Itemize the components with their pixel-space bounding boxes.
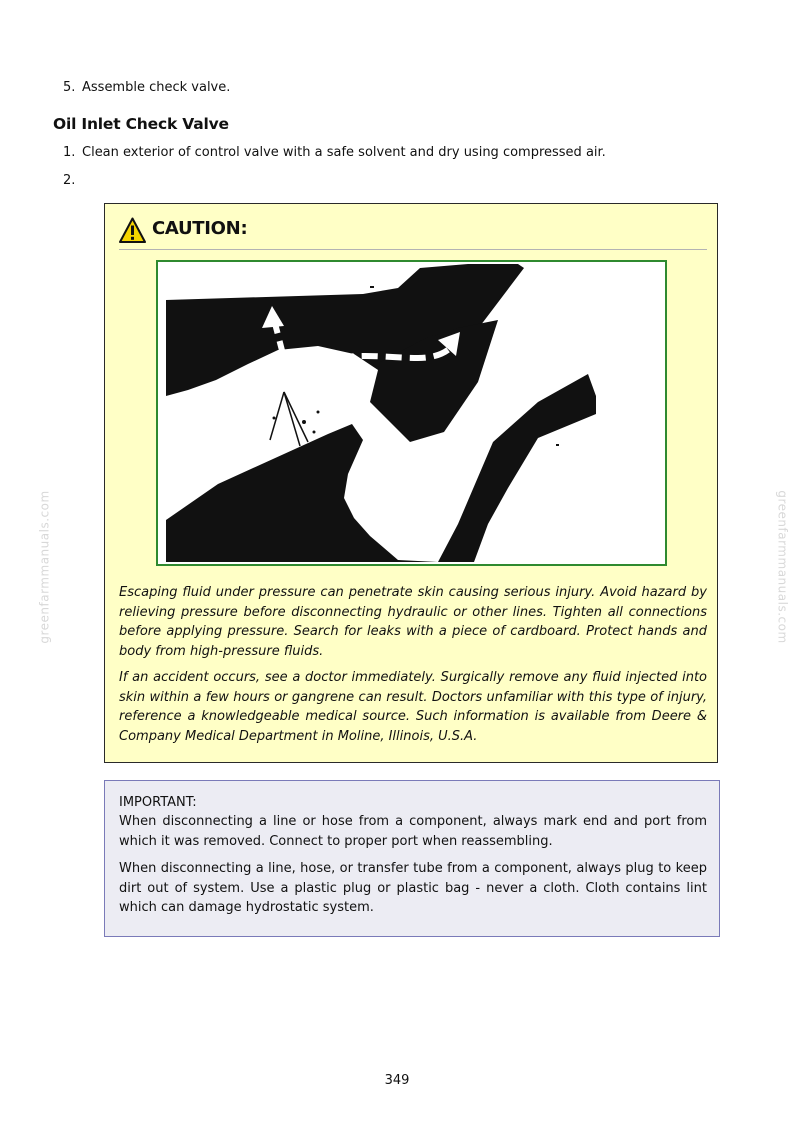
step-number: 2.: [63, 173, 76, 188]
important-box: [104, 780, 720, 937]
list-item-step-2: [63, 173, 82, 189]
section-title: Oil Inlet Check Valve: [53, 115, 229, 133]
important-paragraph-2: When disconnecting a line, hose, or transfer tube from a component, always plug to keep dirt out of system. Use a plastic plug or plastic bag - never a cloth. Cloth contains lint which can damage hydrostatic system.: [119, 861, 707, 915]
step-text: Assemble check valve.: [82, 80, 231, 95]
caution-paragraph-1: Escaping fluid under pressure can penetrate skin causing serious injury. Avoid hazard by relieving pressure before disconnecting hydraulic or other lines. Tighten all connections before applying pressure. Search for leaks with a piece of cardboard. Protect hands and body from high-pressure fluids.: [119, 585, 707, 659]
list-item-step-1: [63, 145, 606, 161]
step-text: Clean exterior of control valve with a safe solvent and dry using compressed air.: [82, 145, 606, 160]
hazard-illustration: [158, 262, 665, 564]
high-pressure-fluid-hazard-icon: [156, 260, 667, 566]
warning-triangle-icon: [119, 217, 146, 244]
watermark-left: greenfarmmanuals.com: [37, 490, 52, 644]
list-item-step-5: [63, 80, 230, 96]
page-number: 349: [384, 1073, 410, 1088]
caution-paragraph-2: If an accident occurs, see a doctor immediately. Surgically remove any fluid injected into skin within a few hours or gangrene can result. Doctors unfamiliar with this type of injury, reference a knowledgeable medical source. Such information is available from Deere & Company Medical Department in Moline, Illinois, U.S.A.: [119, 670, 707, 744]
watermark-right: greenfarmmanuals.com: [775, 490, 790, 644]
caution-title: CAUTION:: [152, 218, 248, 239]
step-number: 5.: [63, 80, 76, 95]
important-paragraph-1: When disconnecting a line or hose from a component, always mark end and port from which it was removed. Connect to proper port when reassembling.: [119, 814, 707, 849]
step-number: 1.: [63, 145, 76, 160]
caution-box: [104, 203, 718, 763]
caution-header: [119, 217, 707, 250]
important-label: IMPORTANT:: [119, 795, 197, 810]
